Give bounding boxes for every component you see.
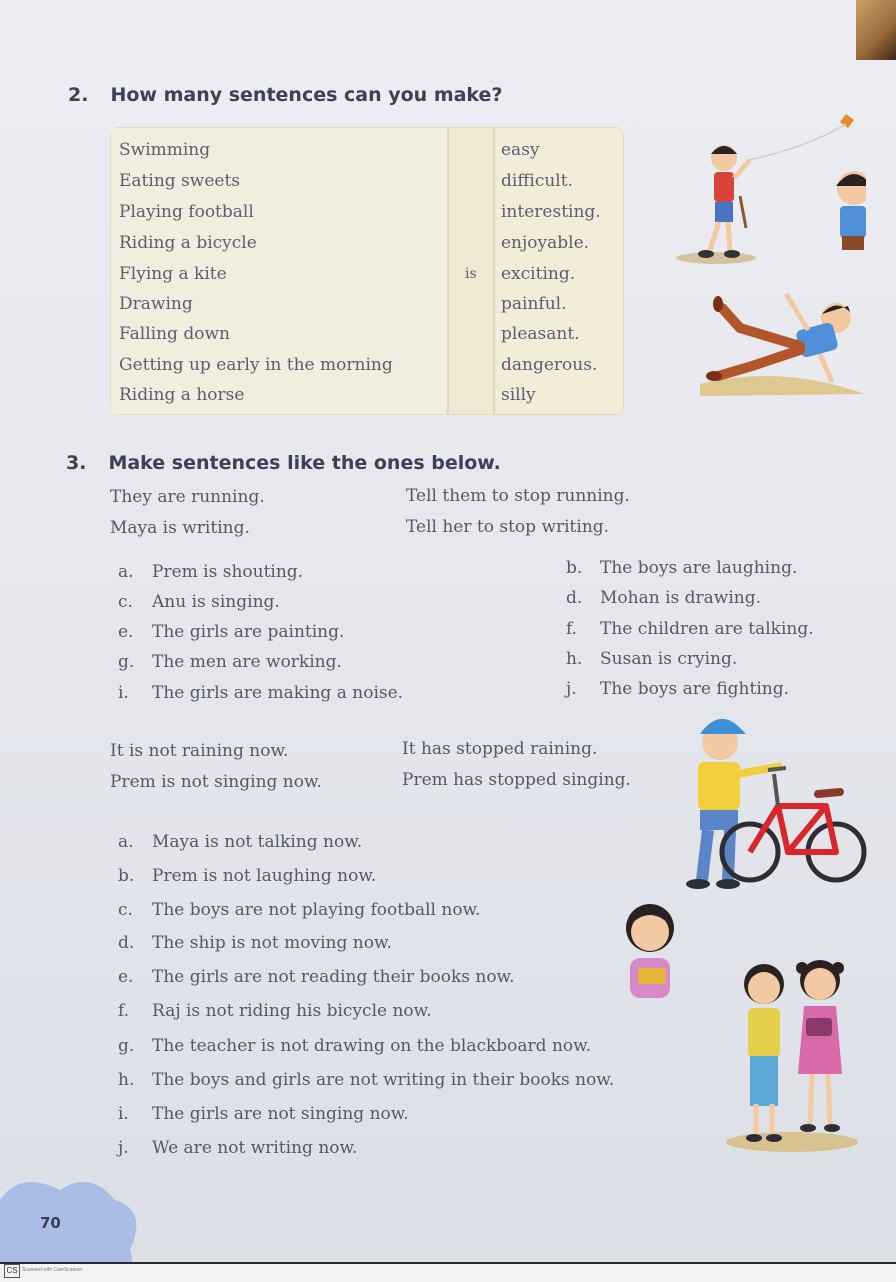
item-text: The teacher is not drawing on the blackboard now. <box>152 1036 592 1056</box>
verb-cell: is <box>465 266 477 282</box>
exercise-item <box>118 1001 432 1021</box>
adjectives-column <box>495 128 623 414</box>
subject-cell: Swimming <box>119 140 211 160</box>
adjective-cell: enjoyable. <box>501 233 590 253</box>
scanner-footer <box>0 1262 896 1282</box>
subject-cell: Eating sweets <box>119 171 241 191</box>
item-text: The girls are not singing now. <box>152 1104 409 1124</box>
item-letter: a. <box>118 832 134 852</box>
exercise-item <box>118 933 392 953</box>
item-letter: a. <box>118 562 134 582</box>
item-letter: i. <box>118 1104 129 1124</box>
exercise-item <box>118 562 303 582</box>
exercise-item <box>118 1036 591 1056</box>
adjective-cell: dangerous. <box>501 355 598 375</box>
exercise-item <box>118 622 344 642</box>
adjective-cell: difficult. <box>501 171 573 191</box>
item-letter: d. <box>118 933 135 953</box>
item-text: Anu is singing. <box>152 592 280 612</box>
item-letter: f. <box>118 1001 130 1021</box>
boy-falling-illustration <box>700 284 870 399</box>
item-text: The men are working. <box>152 652 342 672</box>
subject-cell: Getting up early in the morning <box>119 355 393 375</box>
item-letter: d. <box>566 588 583 608</box>
item-text: Prem is not laughing now. <box>152 866 377 886</box>
subject-cell: Playing football <box>119 202 254 222</box>
exercise-item <box>118 967 515 987</box>
subject-cell: Flying a kite <box>119 264 227 284</box>
item-letter: j. <box>566 679 577 699</box>
boy-flying-kite-illustration <box>666 108 866 278</box>
substitution-table <box>110 127 624 415</box>
exercise-item <box>118 592 280 612</box>
exercise-item <box>118 1070 614 1090</box>
item-text: The ship is not moving now. <box>152 933 392 953</box>
exercise-item <box>118 652 342 672</box>
item-text: The girls are not reading their books now. <box>152 967 515 987</box>
subject-cell: Riding a bicycle <box>119 233 257 253</box>
item-letter: f. <box>566 619 578 639</box>
item-letter: g. <box>118 1036 135 1056</box>
subject-cell: Falling down <box>119 324 230 344</box>
exercise-item <box>118 1138 357 1158</box>
example-sentence: Maya is writing. <box>110 518 250 538</box>
exercise-item <box>118 683 403 703</box>
example-sentence: Prem is not singing now. <box>110 772 322 792</box>
item-text: The girls are painting. <box>152 622 345 642</box>
item-letter: b. <box>118 866 135 886</box>
book-edge <box>856 0 896 60</box>
camscanner-logo: CS <box>4 1264 20 1278</box>
item-text: The children are talking. <box>600 619 814 639</box>
item-text: Maya is not talking now. <box>152 832 363 852</box>
exercise-item <box>118 1104 409 1124</box>
exercise-2-heading <box>68 84 502 106</box>
item-letter: h. <box>118 1070 135 1090</box>
item-letter: g. <box>118 652 135 672</box>
exercise-item <box>118 900 481 920</box>
example-sentence: It is not raining now. <box>110 741 289 761</box>
camscanner-caption: Scanned with CamScanner <box>22 1267 83 1273</box>
example-answer: Prem has stopped singing. <box>402 770 631 790</box>
item-text: Susan is crying. <box>600 649 738 669</box>
item-text: The boys are laughing. <box>600 558 798 578</box>
item-letter: b. <box>566 558 583 578</box>
adjective-cell: pleasant. <box>501 324 580 344</box>
exercise-item <box>118 832 362 852</box>
adjective-cell: interesting. <box>501 202 601 222</box>
exercise-2-number: 2. <box>68 84 89 106</box>
item-letter: e. <box>118 967 134 987</box>
example-answer: Tell her to stop writing. <box>406 517 610 537</box>
example-sentence: They are running. <box>110 487 265 507</box>
item-letter: h. <box>566 649 583 669</box>
subject-cell: Riding a horse <box>119 385 245 405</box>
exercise-2-title: How many sentences can you make? <box>110 84 503 106</box>
item-letter: c. <box>118 592 133 612</box>
page-number-cloud <box>0 1170 150 1262</box>
page-number: 70 <box>40 1214 61 1232</box>
item-letter: e. <box>118 622 134 642</box>
item-text: The boys are fighting. <box>600 679 790 699</box>
item-letter: j. <box>118 1138 129 1158</box>
item-text: Raj is not riding his bicycle now. <box>152 1001 432 1021</box>
item-text: Mohan is drawing. <box>600 588 762 608</box>
exercise-item <box>566 588 761 608</box>
subjects-column <box>111 128 449 414</box>
two-girls-illustration <box>716 956 866 1166</box>
item-text: The boys and girls are not writing in their books now. <box>152 1070 615 1090</box>
exercise-3-title: Make sentences like the ones below. <box>108 452 501 474</box>
girl-illustration <box>614 896 686 1008</box>
exercise-item <box>566 649 737 669</box>
item-letter: i. <box>118 683 129 703</box>
item-text: The boys are not playing football now. <box>152 900 481 920</box>
adjective-cell: exciting. <box>501 264 576 284</box>
item-text: The girls are making a noise. <box>152 683 404 703</box>
verb-column <box>449 128 495 414</box>
adjective-cell: easy <box>501 140 540 160</box>
exercise-item <box>118 866 376 886</box>
subject-cell: Drawing <box>119 294 193 314</box>
item-letter: c. <box>118 900 133 920</box>
adjective-cell: silly <box>501 385 536 405</box>
item-text: We are not writing now. <box>152 1138 358 1158</box>
item-text: Prem is shouting. <box>152 562 304 582</box>
exercise-item <box>566 679 789 699</box>
adjective-cell: painful. <box>501 294 567 314</box>
exercise-item <box>566 619 814 639</box>
exercise-item <box>566 558 797 578</box>
exercise-3-heading <box>66 452 501 474</box>
exercise-3-number: 3. <box>66 452 87 474</box>
example-answer: It has stopped raining. <box>402 739 598 759</box>
boy-with-bicycle-illustration <box>676 704 871 894</box>
example-answer: Tell them to stop running. <box>406 486 630 506</box>
